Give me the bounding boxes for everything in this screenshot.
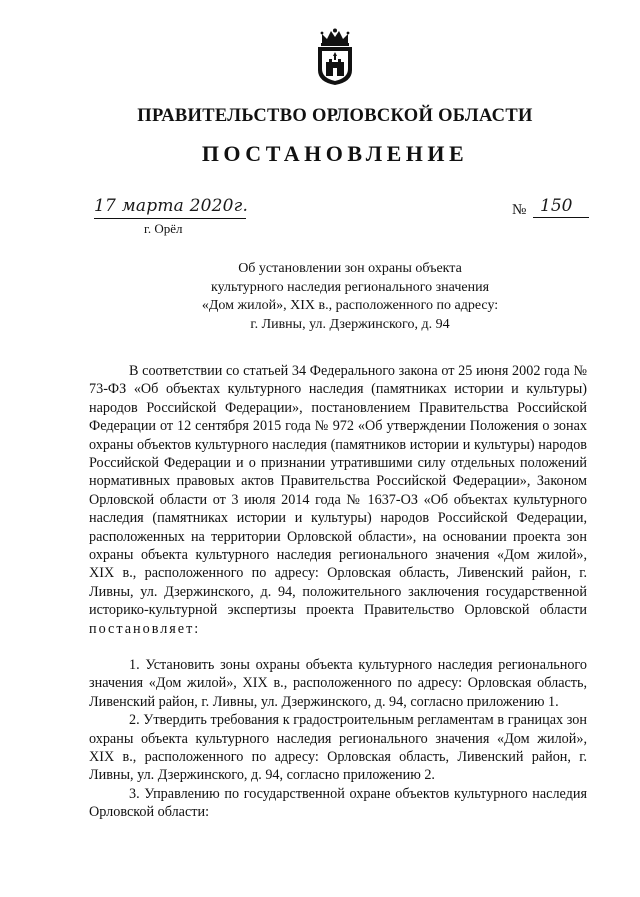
coat-of-arms-icon bbox=[314, 28, 356, 86]
resolution-item: 2. Утвердить требования к градостроительным регламентам в границах зон охраны объекта культурного наследия регионального значения «Дом жилой», XIX в., расположенного по адресу: Орловская область, Ливенский район, г. Ливны, ул. Дзержинского, д. 94, согласно приложению 2. bbox=[89, 712, 587, 784]
resolution-items bbox=[89, 656, 587, 822]
document-subject bbox=[150, 260, 550, 334]
preamble-paragraph bbox=[89, 362, 587, 638]
resolution-item: 1. Установить зоны охраны объекта культурного наследия регионального значения «Дом жилой», XIX в., расположенного по адресу: Орловская область, Ливенский район, г. Ливны, ул. Дзержинского, д. 94, согласно приложению 1. bbox=[89, 657, 587, 710]
preamble bbox=[89, 362, 587, 638]
subject-line: культурного наследия регионального значения bbox=[210, 279, 490, 295]
number-label: № bbox=[512, 202, 527, 218]
resolution-item: 3. Управлению по государственной охране объектов культурного наследия Орловской области: bbox=[89, 785, 587, 821]
city-label: г. Орёл bbox=[144, 221, 183, 236]
handwritten-date: 17 марта 2020г. bbox=[94, 196, 249, 216]
subject-line: г. Ливны, ул. Дзержинского, д. 94 bbox=[250, 316, 450, 332]
government-title: ПРАВИТЕЛЬСТВО ОРЛОВСКОЙ ОБЛАСТИ bbox=[137, 106, 533, 126]
subject-line: «Дом жилой», XIX в., расположенного по адресу: bbox=[201, 298, 499, 313]
document-type: ПОСТАНОВЛЕНИЕ bbox=[201, 141, 469, 166]
handwritten-number: 150 bbox=[540, 196, 573, 216]
subject-line: Об установлении зон охраны объекта bbox=[238, 261, 462, 276]
preamble-text: В соответствии со статьей 34 Федерального закона от 25 июня 2002 года № 73-ФЗ «Об объектах культурного наследия (памятниках истории и культуры) народов Российской Федерации», постановлением Правительства Российской Федерации от 12 сентября 2015 года № 972 «Об утверждении Положения о зонах охраны объектов культурного наследия (памятников истории и культуры) народов Российской Федерации и о признании утратившими силу отдельных положений нормативных правовых актов Правительства Российской Федерации», Законом Орловской области от 3 июля 2014 года № 1637-ОЗ «Об объектах культурного наследия (памятниках истории и культуры) народов Российской Федерации, расположенных на территории Орловской области», на основании проекта зон охраны объекта культурного наследия регионального значения «Дом жилой», XIX в., расположенного по адресу: Орловская область, Ливенский район, г. Ливны, ул. Дзержинского, д. 94, положительного заключения государственной историко-культурной экспертизы проекта Правительство Орловской области bbox=[89, 363, 587, 619]
resolves-word: постановляет: bbox=[89, 620, 201, 637]
